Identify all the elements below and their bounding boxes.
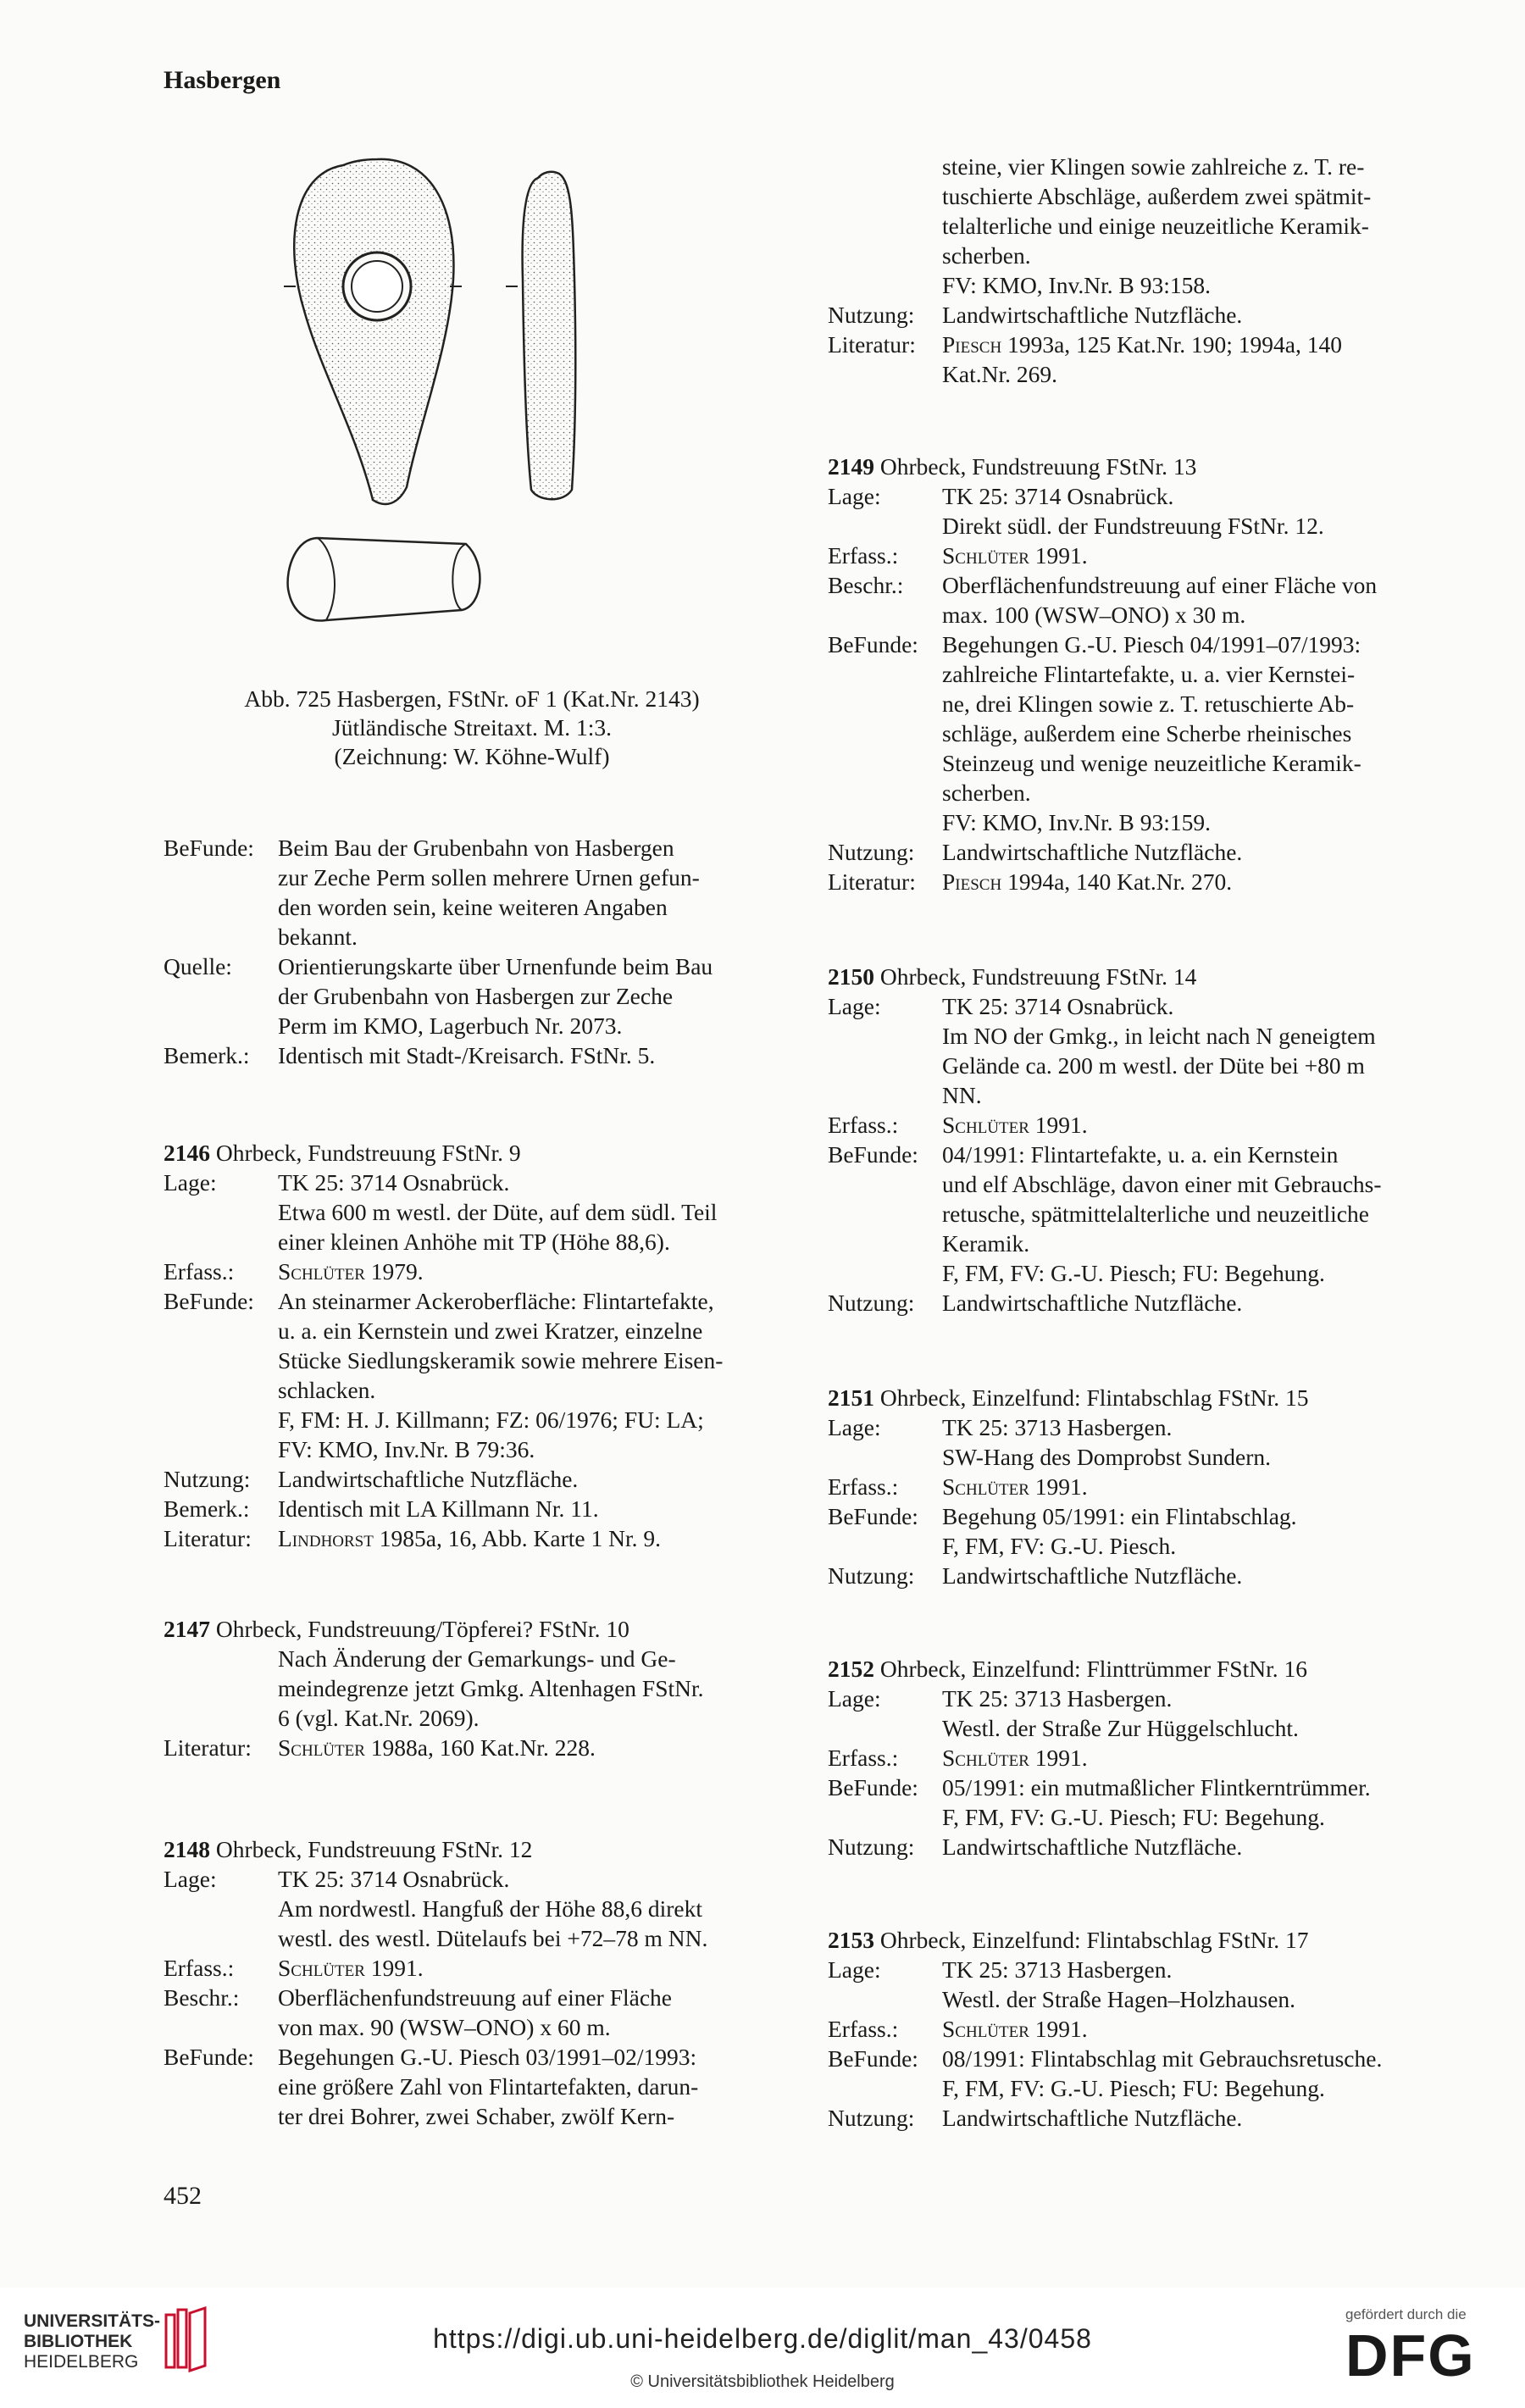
- field-value: tuschierte Abschläge, außerdem zwei spätmit-: [942, 183, 1372, 209]
- entry-heading: [164, 1614, 780, 1644]
- field-value: Begehungen G.-U. Piesch 04/1991–07/1993:: [942, 631, 1361, 657]
- entry-note: meindegrenze jetzt Gmkg. Altenhagen FStNr.: [278, 1675, 704, 1701]
- entry-heading: [164, 1138, 780, 1168]
- field-label: Lage:: [164, 1169, 217, 1196]
- field-value: Begehungen G.-U. Piesch 03/1991–02/1993:: [278, 2044, 697, 2070]
- logo-text: UNIVERSITÄTS-: [24, 2311, 161, 2331]
- field-value: TK 25: 3714 Osnabrück.: [278, 1169, 510, 1196]
- field-value: Piesch 1994a, 140 Kat.Nr. 270.: [942, 868, 1233, 895]
- entry-2150: [828, 962, 1446, 1318]
- entry-title: Ohrbeck, Einzelfund: Flintabschlag FStNr. 17: [879, 1927, 1309, 1953]
- field-value: Steinzeug und wenige neuzeitliche Keramik-: [942, 750, 1361, 776]
- entry-title: Ohrbeck, Fundstreuung FStNr. 13: [879, 453, 1197, 480]
- entry-2149: [828, 452, 1446, 896]
- field-value: Etwa 600 m westl. der Düte, auf dem südl. Teil: [278, 1199, 718, 1225]
- field-label: BeFunde:: [828, 1774, 918, 1800]
- entry-2151: [828, 1383, 1446, 1590]
- field-value: steine, vier Klingen sowie zahlreiche z. T. re-: [942, 153, 1365, 180]
- entry-title: Ohrbeck, Einzelfund: Flintabschlag FStNr. 15: [879, 1384, 1309, 1411]
- field-value: Westl. der Straße Zur Hüggelschlucht.: [942, 1715, 1299, 1741]
- field-value: TK 25: 3713 Hasbergen.: [942, 1956, 1173, 1983]
- field-label: BeFunde:: [828, 1141, 918, 1168]
- catalog-number: 2149: [828, 453, 874, 480]
- field-label: Literatur:: [828, 331, 916, 358]
- field-label: Literatur:: [164, 1525, 252, 1551]
- field-label: Erfass.:: [828, 2016, 899, 2042]
- entry-heading: [828, 1654, 1446, 1684]
- field-label: BeFunde:: [164, 835, 254, 861]
- running-header: Hasbergen: [164, 66, 281, 94]
- catalog-number: 2147: [164, 1616, 210, 1642]
- entry-heading: [828, 1383, 1446, 1412]
- field-rows: [828, 300, 1446, 389]
- field-label: Nutzung:: [828, 302, 915, 328]
- document-url-link[interactable]: https://digi.ub.uni-heidelberg.de/diglit/man_43/0458: [433, 2323, 1092, 2354]
- field-value: Piesch 1993a, 125 Kat.Nr. 190; 1994a, 140: [942, 331, 1342, 358]
- field-label: Erfass.:: [828, 542, 899, 569]
- field-value: ter drei Bohrer, zwei Schaber, zwölf Kern-: [278, 2103, 675, 2129]
- entry-title: Ohrbeck, Fundstreuung FStNr. 12: [215, 1836, 533, 1862]
- field-value: 08/1991: Flintabschlag mit Gebrauchsretusche.: [942, 2045, 1383, 2072]
- field-value: Am nordwestl. Hangfuß der Höhe 88,6 direkt: [278, 1895, 703, 1922]
- field-label: Erfass.:: [828, 1473, 899, 1500]
- field-value: Schlüter 1991.: [942, 1112, 1088, 1138]
- field-label: BeFunde:: [164, 2044, 254, 2070]
- field-value: max. 100 (WSW–ONO) x 30 m.: [942, 602, 1246, 628]
- catalog-number: 2146: [164, 1140, 210, 1166]
- field-value: bekannt.: [278, 924, 358, 950]
- field-value: Direkt südl. der Fundstreuung FStNr. 12.: [942, 513, 1324, 539]
- field-label: Literatur:: [164, 1734, 252, 1761]
- field-value: Keramik.: [942, 1230, 1030, 1257]
- field-value: Kat.Nr. 269.: [942, 361, 1057, 387]
- field-value: westl. des westl. Dütelaufs bei +72–78 m NN.: [278, 1925, 708, 1951]
- field-value: SW-Hang des Domprobst Sundern.: [942, 1444, 1272, 1470]
- field-value: Schlüter 1991.: [942, 542, 1088, 569]
- field-value: telalterliche und einige neuzeitliche Keramik-: [942, 213, 1369, 239]
- field-value: Im NO der Gmkg., in leicht nach N geneigtem: [942, 1023, 1376, 1049]
- field-value: Schlüter 1979.: [278, 1258, 424, 1284]
- field-label: Erfass.:: [828, 1745, 899, 1771]
- catalog-number: 2148: [164, 1836, 210, 1862]
- field-label: Erfass.:: [164, 1955, 235, 1981]
- field-value: Lindhorst 1985a, 16, Abb. Karte 1 Nr. 9.: [278, 1525, 661, 1551]
- field-label: Bemerk.:: [164, 1495, 250, 1522]
- field-value: Gelände ca. 200 m westl. der Düte bei +80 m: [942, 1052, 1365, 1079]
- field-value: Landwirtschaftliche Nutzfläche.: [942, 839, 1243, 865]
- field-label: BeFunde:: [164, 1288, 254, 1314]
- field-value: TK 25: 3714 Osnabrück.: [942, 993, 1174, 1019]
- field-value: scherben.: [942, 242, 1031, 269]
- entry-2145-continued: [164, 833, 780, 1070]
- field-label: Nutzung:: [828, 2105, 915, 2131]
- field-value: u. a. ein Kernstein und zwei Kratzer, einzelne: [278, 1318, 703, 1344]
- field-value: Landwirtschaftliche Nutzfläche.: [942, 1834, 1243, 1860]
- entry-note: 6 (vgl. Kat.Nr. 2069).: [278, 1705, 480, 1731]
- entry-note: Nach Änderung der Gemarkungs- und Ge-: [278, 1645, 676, 1672]
- field-value: Schlüter 1991.: [942, 1745, 1088, 1771]
- entry-2152: [828, 1654, 1446, 1861]
- page-number: 452: [164, 2182, 202, 2210]
- field-label: Lage:: [828, 1956, 881, 1983]
- entry-2146: [164, 1138, 780, 1553]
- field-label: Nutzung:: [828, 1290, 915, 1316]
- catalog-number: 2152: [828, 1656, 874, 1682]
- field-value: schläge, außerdem eine Scherbe rheinisches: [942, 720, 1352, 746]
- field-value: Landwirtschaftliche Nutzfläche.: [942, 302, 1243, 328]
- field-value: Schlüter 1988a, 160 Kat.Nr. 228.: [278, 1734, 596, 1761]
- entry-heading: [828, 1925, 1446, 1955]
- field-value: Landwirtschaftliche Nutzfläche.: [278, 1466, 579, 1492]
- field-value: FV: KMO, Inv.Nr. B 93:158.: [942, 272, 1212, 298]
- field-value: Landwirtschaftliche Nutzfläche.: [942, 2105, 1243, 2131]
- field-value: 05/1991: ein mutmaßlicher Flintkerntrümmer.: [942, 1774, 1371, 1800]
- field-value: Westl. der Straße Hagen–Holzhausen.: [942, 1986, 1296, 2012]
- field-label: BeFunde:: [828, 1503, 918, 1529]
- field-value: Identisch mit LA Killmann Nr. 11.: [278, 1495, 599, 1522]
- field-label: Lage:: [828, 993, 881, 1019]
- entry-title: Ohrbeck, Fundstreuung FStNr. 14: [879, 963, 1197, 990]
- field-value: F, FM, FV: G.-U. Piesch.: [942, 1533, 1177, 1559]
- field-value: FV: KMO, Inv.Nr. B 79:36.: [278, 1436, 535, 1462]
- copyright-notice: © Universitätsbibliothek Heidelberg: [630, 2372, 895, 2391]
- field-value: von max. 90 (WSW–ONO) x 60 m.: [278, 2014, 611, 2040]
- entry-heading: [828, 962, 1446, 991]
- field-value: NN.: [942, 1082, 982, 1108]
- catalog-number: 2153: [828, 1927, 874, 1953]
- entry-title: Ohrbeck, Fundstreuung FStNr. 9: [215, 1140, 521, 1166]
- field-value: Beim Bau der Grubenbahn von Hasbergen: [278, 835, 674, 861]
- logo-text: BIBLIOTHEK: [24, 2332, 133, 2351]
- field-value: F, FM: H. J. Killmann; FZ: 06/1976; FU: LA;: [278, 1407, 704, 1433]
- dfg-logo[interactable]: DFG: [1345, 2322, 1476, 2389]
- field-label: Nutzung:: [828, 1834, 915, 1860]
- field-value: FV: KMO, Inv.Nr. B 93:159.: [942, 809, 1212, 835]
- field-value: Begehung 05/1991: ein Flintabschlag.: [942, 1503, 1297, 1529]
- field-value: einer kleinen Anhöhe mit TP (Höhe 88,6).: [278, 1229, 670, 1255]
- field-value: Landwirtschaftliche Nutzfläche.: [942, 1562, 1243, 1589]
- field-value: Schlüter 1991.: [942, 2016, 1088, 2042]
- field-label: Quelle:: [164, 953, 232, 979]
- entry-2148-continued: [828, 152, 1446, 389]
- field-value: schlacken.: [278, 1377, 376, 1403]
- field-value: An steinarmer Ackeroberfläche: Flintartefakte,: [278, 1288, 714, 1314]
- field-value: TK 25: 3713 Hasbergen.: [942, 1414, 1173, 1440]
- field-label: BeFunde:: [828, 631, 918, 657]
- dfg-caption: gefördert durch die: [1345, 2306, 1467, 2322]
- field-label: Lage:: [828, 1414, 881, 1440]
- field-label: Erfass.:: [828, 1112, 899, 1138]
- caption-line: (Zeichnung: W. Köhne-Wulf): [334, 743, 610, 769]
- field-label: Literatur:: [828, 868, 916, 895]
- field-value: Identisch mit Stadt-/Kreisarch. FStNr. 5.: [278, 1042, 656, 1068]
- field-value: Schlüter 1991.: [942, 1473, 1088, 1500]
- field-value: Schlüter 1991.: [278, 1955, 424, 1981]
- field-value: F, FM, FV: G.-U. Piesch; FU: Begehung.: [942, 1804, 1325, 1830]
- field-value: zahlreiche Flintartefakte, u. a. vier Kernstei-: [942, 661, 1356, 687]
- field-value: Orientierungskarte über Urnenfunde beim Bau: [278, 953, 713, 979]
- logo-text: HEIDELBERG: [24, 2352, 139, 2372]
- field-value: F, FM, FV: G.-U. Piesch; FU: Begehung.: [942, 1260, 1325, 1286]
- caption-line: Abb. 725 Hasbergen, FStNr. oF 1 (Kat.Nr. 2143): [244, 685, 700, 712]
- field-label: Beschr.:: [164, 1984, 240, 2011]
- field-value: F, FM, FV: G.-U. Piesch; FU: Begehung.: [942, 2075, 1325, 2101]
- field-value: den worden sein, keine weiteren Angaben: [278, 894, 668, 920]
- field-label: Erfass.:: [164, 1258, 235, 1284]
- field-value: TK 25: 3714 Osnabrück.: [278, 1866, 510, 1892]
- entry-title: Ohrbeck, Fundstreuung/Töpferei? FStNr. 10: [215, 1616, 629, 1642]
- field-label: BeFunde:: [828, 2045, 918, 2072]
- field-value: eine größere Zahl von Flintartefakten, darun-: [278, 2073, 699, 2100]
- field-value: Landwirtschaftliche Nutzfläche.: [942, 1290, 1243, 1316]
- field-label: Nutzung:: [828, 839, 915, 865]
- field-value: scherben.: [942, 780, 1031, 806]
- field-value: Oberflächenfundstreuung auf einer Fläche: [278, 1984, 673, 2011]
- entry-2153: [828, 1925, 1446, 2133]
- field-label: Lage:: [828, 1685, 881, 1712]
- field-value: Oberflächenfundstreuung auf einer Fläche von: [942, 572, 1378, 598]
- catalog-number: 2150: [828, 963, 874, 990]
- field-value: Stücke Siedlungskeramik sowie mehrere Eisen-: [278, 1347, 724, 1373]
- field-value: zur Zeche Perm sollen mehrere Urnen gefun-: [278, 864, 700, 891]
- entry-2147: [164, 1614, 780, 1762]
- figure-caption: [164, 685, 780, 771]
- catalog-number: 2151: [828, 1384, 874, 1411]
- field-value: ne, drei Klingen sowie z. T. retuschierte Ab-: [942, 691, 1355, 717]
- field-label: Bemerk.:: [164, 1042, 250, 1068]
- field-value: retusche, spätmittelalterliche und neuzeitliche: [942, 1201, 1369, 1227]
- axe-drawing: [284, 153, 648, 631]
- field-label: Beschr.:: [828, 572, 904, 598]
- field-label: Nutzung:: [164, 1466, 251, 1492]
- field-label: Nutzung:: [828, 1562, 915, 1589]
- caption-line: Jütländische Streitaxt. M. 1:3.: [332, 714, 612, 741]
- field-label: Lage:: [828, 483, 881, 509]
- field-value: TK 25: 3713 Hasbergen.: [942, 1685, 1173, 1712]
- field-value: Perm im KMO, Lagerbuch Nr. 2073.: [278, 1013, 623, 1039]
- field-value: der Grubenbahn von Hasbergen zur Zeche: [278, 983, 674, 1009]
- entry-2148: [164, 1834, 780, 2131]
- field-value: TK 25: 3714 Osnabrück.: [942, 483, 1174, 509]
- field-label: Lage:: [164, 1866, 217, 1892]
- field-value: und elf Abschläge, davon einer mit Gebrauchs-: [942, 1171, 1382, 1197]
- entry-heading: [828, 452, 1446, 481]
- field-value: 04/1991: Flintartefakte, u. a. ein Kernstein: [942, 1141, 1339, 1168]
- entry-title: Ohrbeck, Einzelfund: Flinttrümmer FStNr. 16: [879, 1656, 1307, 1682]
- entry-heading: [164, 1834, 780, 1864]
